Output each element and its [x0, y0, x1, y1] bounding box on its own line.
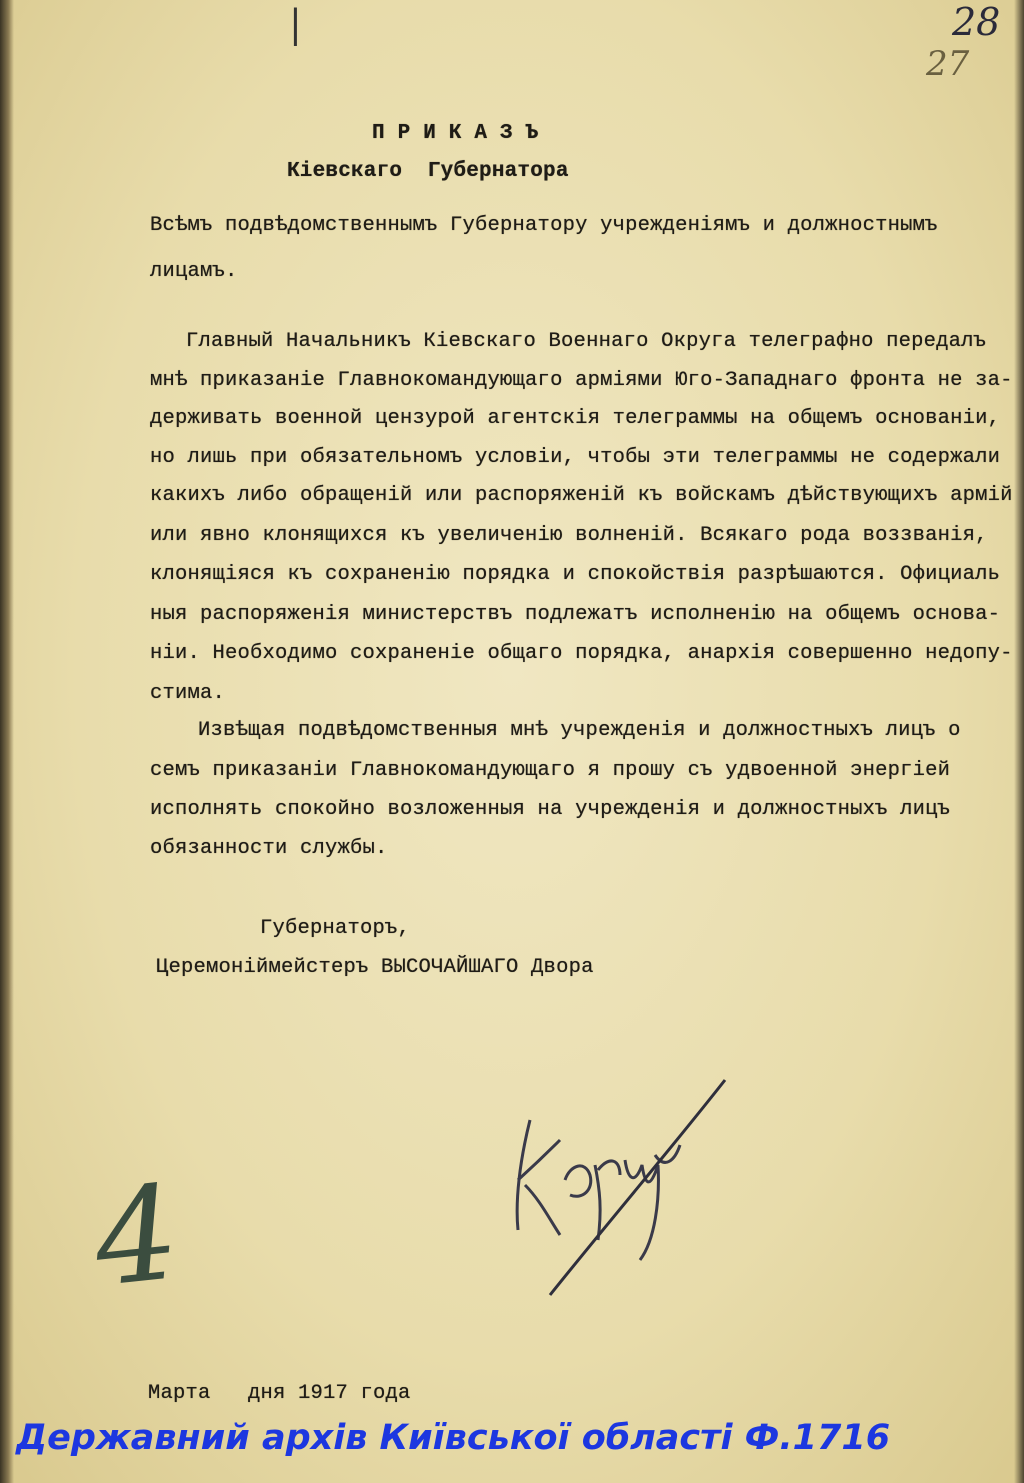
- body-line: Главный Начальникъ Кіевскаго Военнаго Округа телеграфно передалъ: [186, 330, 987, 353]
- top-pencil-mark: |: [289, 2, 302, 46]
- body-line: ныя распоряженія министерствъ подлежатъ исполненію на общемъ основа-: [150, 603, 1001, 626]
- body-line: клонящіяся къ сохраненію порядка и спокойствія разрѣшаются. Официаль: [150, 563, 1001, 586]
- body-line: ніи. Необходимо сохраненіе общаго порядка, анархія совершенно недопу-: [150, 642, 1013, 665]
- signatory-rank: Церемоніймейстеръ ВЫСОЧАЙШАГО Двора: [156, 956, 594, 979]
- order-subtitle: Кіевскаго Губернатора: [287, 160, 569, 183]
- folio-number: 28: [952, 0, 1001, 44]
- body-line: обязанности службы.: [150, 837, 388, 860]
- body-line: мнѣ приказаніе Главнокомандующаго арміями Юго-Западнаго фронта не за-: [150, 369, 1013, 392]
- handwritten-signature-text: [560, 1150, 698, 1201]
- address-line-1: Всѣмъ подвѣдомственнымъ Губернатору учреждeніямъ и должностнымъ: [150, 214, 938, 237]
- body-line: Извѣщая подвѣдомственныя мнѣ учрежденія и должностныхъ лицъ о: [198, 719, 961, 742]
- body-line: какихъ либо обращеній или распоряженій къ войскамъ дѣйствующихъ армій: [150, 484, 1013, 507]
- body-line: стима.: [150, 682, 226, 705]
- body-line: держивать военной цензурой агентскія телеграммы на общемъ основаніи,: [150, 407, 1001, 430]
- page-left-edge-shadow: [0, 0, 14, 1483]
- address-line-2: лицамъ.: [150, 260, 238, 283]
- page-right-edge-shadow: [1014, 0, 1024, 1483]
- date-line: Марта дня 1917 года: [148, 1382, 411, 1405]
- body-line: семъ приказаніи Главнокомандующаго я прошу съ удвоенной энергіей: [150, 759, 951, 782]
- archive-caption: Державний архів Київської області Ф.1716: [16, 1418, 891, 1458]
- handwritten-number: 4: [87, 1156, 186, 1316]
- signatory-position: Губернаторъ,: [260, 917, 411, 940]
- order-title: П Р И К А З Ъ: [372, 122, 539, 145]
- body-line: но лишь при обязательномъ условіи, чтобы эти телеграммы не содержали: [150, 446, 1001, 469]
- folio-number-old: 27: [926, 44, 970, 84]
- body-line: исполнять спокойно возложенныя на учрежденія и должностныхъ лицъ: [150, 798, 951, 821]
- body-line: или явно клонящихся къ увеличенію волненій. Всякаго рода воззванія,: [150, 524, 988, 547]
